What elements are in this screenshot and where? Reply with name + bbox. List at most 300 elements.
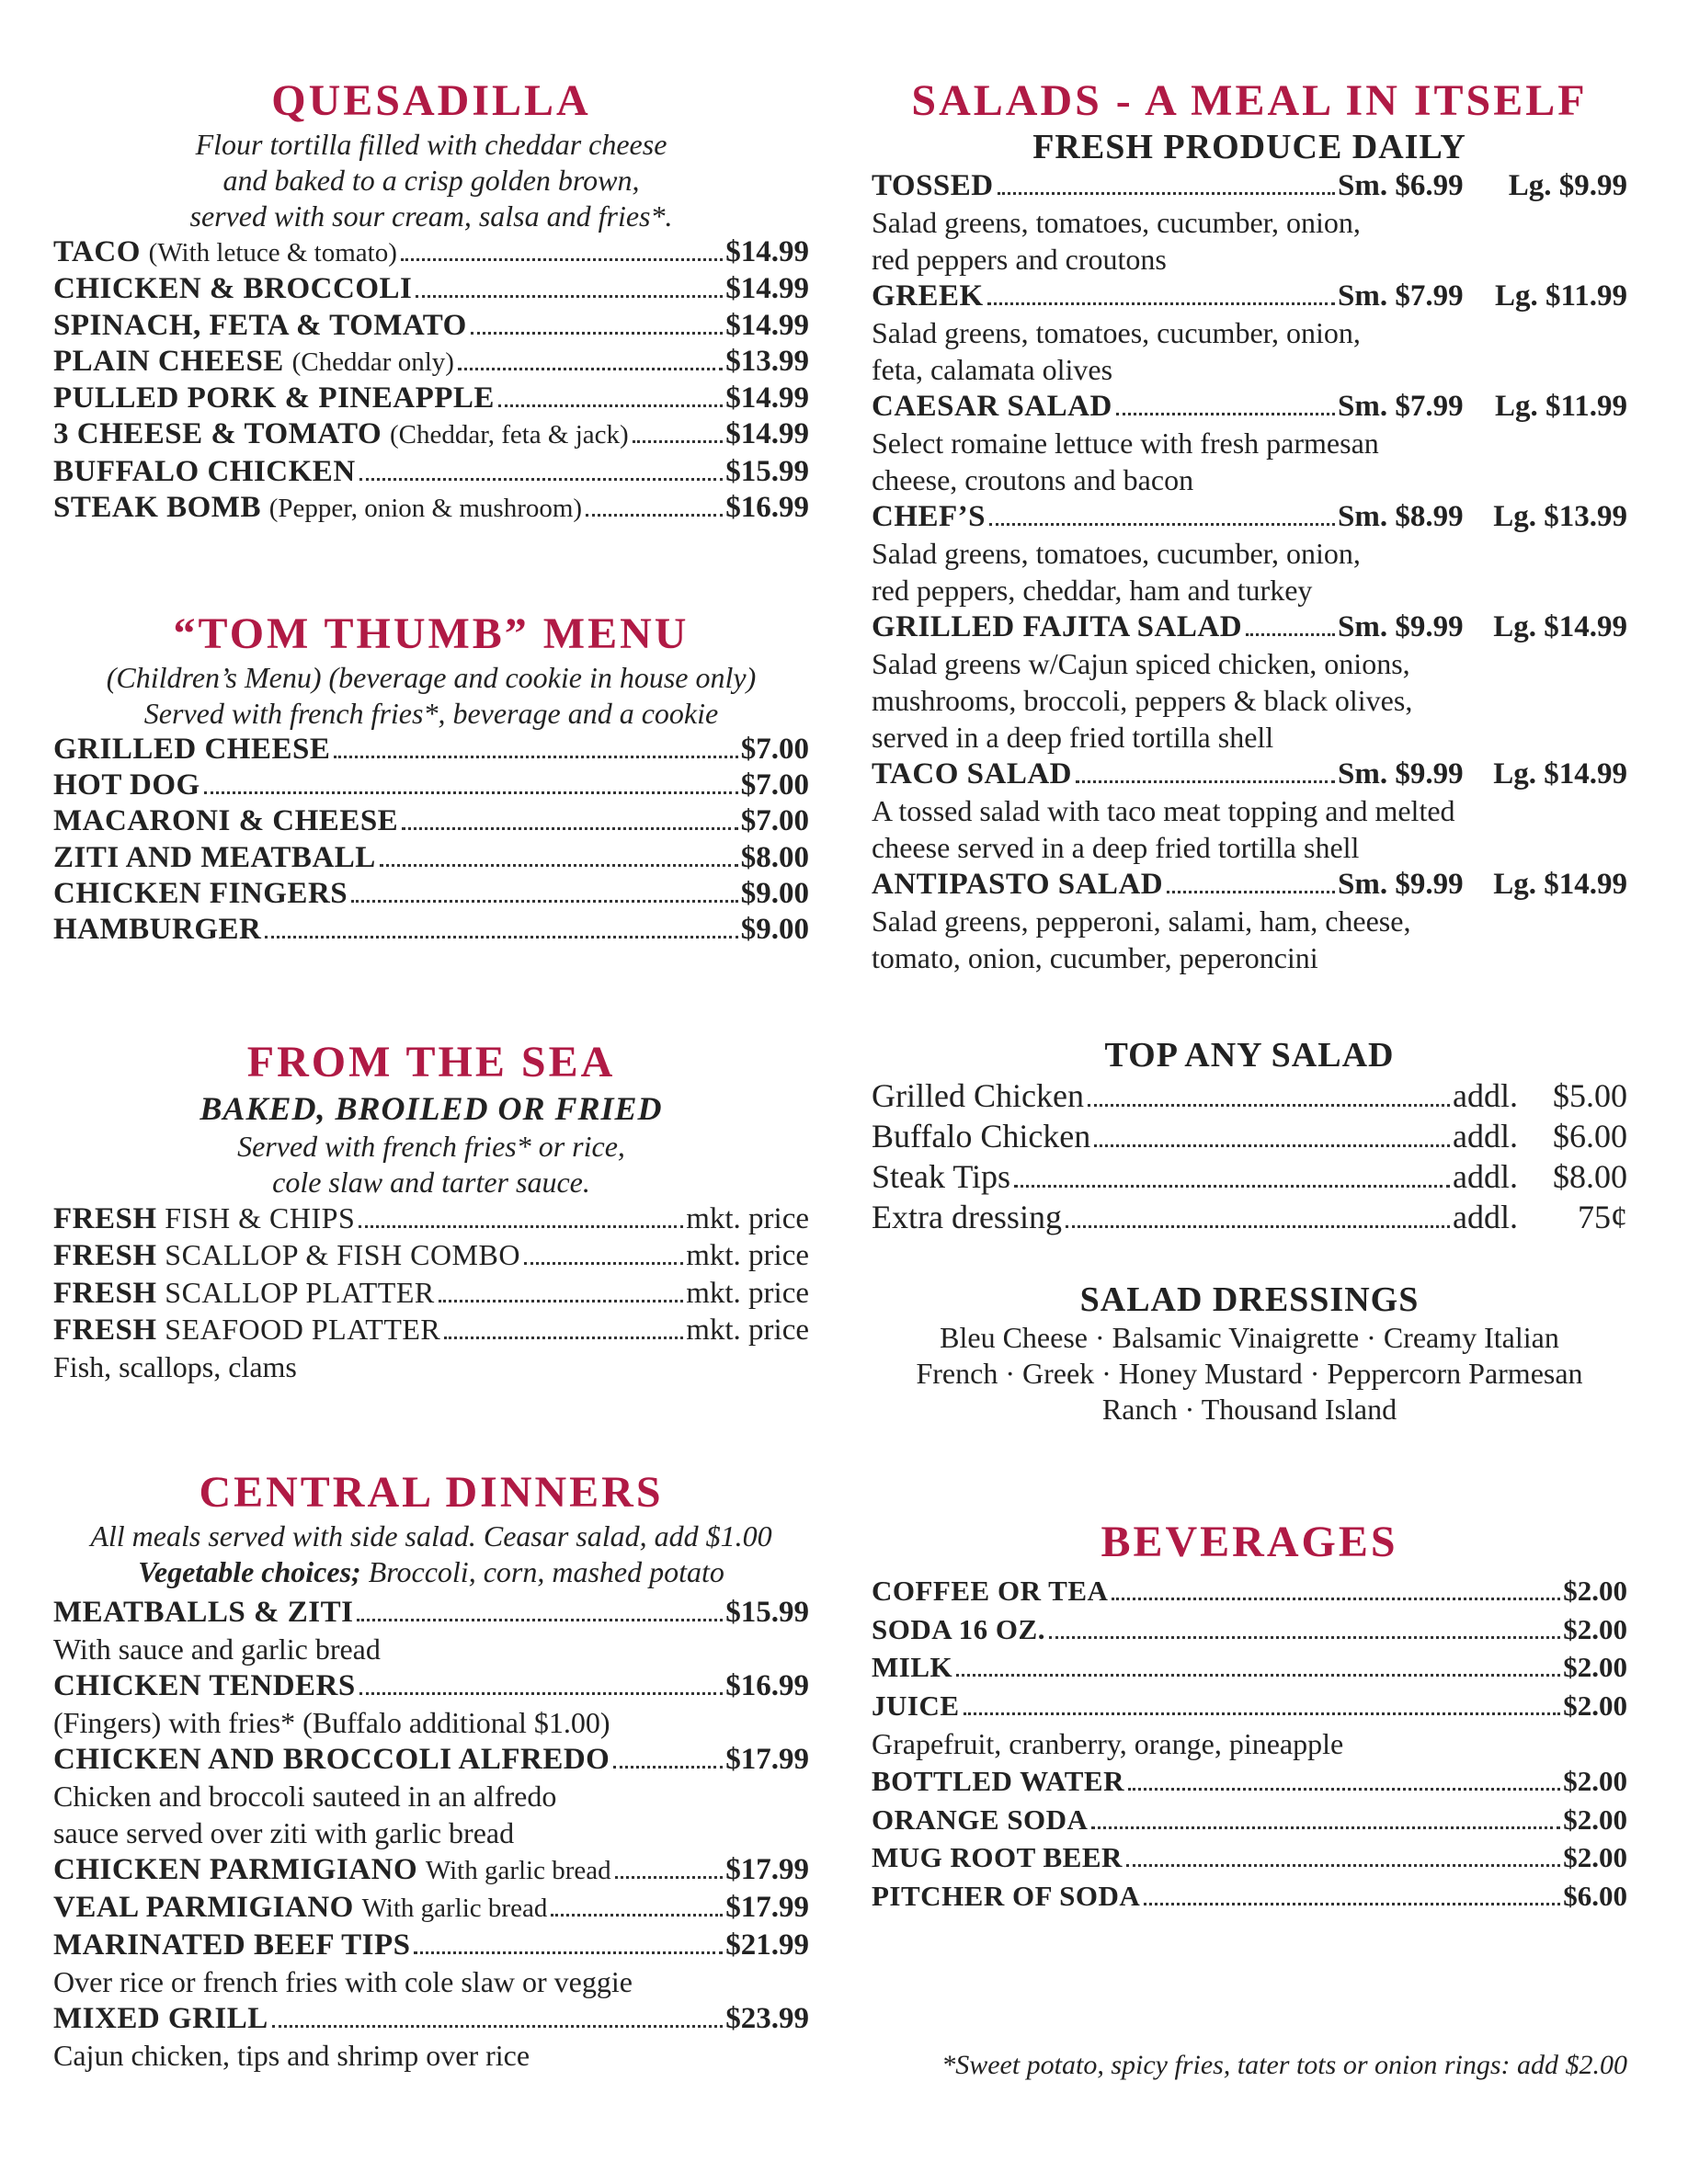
menu-item-list — [53, 234, 809, 527]
section-subtitle: FRESH PRODUCE DAILY — [1032, 128, 1466, 166]
dot-leader — [1167, 891, 1335, 893]
topping-item — [872, 1075, 1627, 1116]
tom-thumb-section — [53, 609, 809, 948]
item-description: feta, calamata olives — [872, 353, 1113, 386]
item-name — [53, 454, 356, 490]
large-price: Lg. $14.99 — [1493, 610, 1627, 643]
dressings-section — [872, 1280, 1627, 1428]
item-name — [53, 1851, 611, 1889]
item-price: $15.99 — [725, 1596, 809, 1629]
item-prefix: FRESH — [53, 1239, 157, 1273]
item-price: $2.00 — [1563, 1575, 1627, 1607]
topping-item — [872, 1156, 1627, 1197]
menu-item — [53, 271, 809, 307]
dot-leader — [1088, 1104, 1450, 1107]
item-name-text: PULLED PORK & PINEAPPLE — [53, 381, 495, 415]
item-price: $16.99 — [725, 491, 809, 525]
item-name: CHEF’S — [872, 500, 987, 533]
item-name — [53, 732, 330, 768]
salad-prices — [1338, 609, 1627, 645]
item-name — [53, 344, 454, 381]
salad-item — [872, 866, 1627, 903]
item-price: $8.00 — [740, 840, 809, 874]
item-name-text: CHICKEN PARMIGIANO — [53, 1853, 418, 1886]
menu-item — [53, 416, 809, 453]
item-price: $14.99 — [725, 381, 809, 415]
menu-item — [872, 1838, 1627, 1877]
item-name: GRILLED FAJITA SALAD — [872, 610, 1243, 643]
item-qualifier: (Cheddar, feta & jack) — [389, 420, 629, 450]
item-description: cheese, croutons and bacon — [872, 463, 1194, 496]
dot-leader — [444, 1337, 683, 1339]
section-note — [53, 1554, 809, 1590]
section-title: QUESADILLA — [271, 76, 591, 125]
salad-prices — [1338, 756, 1627, 792]
section-note: All meals served with side salad. Ceasar salad, add $1.00 — [90, 1519, 772, 1553]
item-name-text: HAMBURGER — [53, 913, 262, 947]
dot-leader — [1128, 1788, 1560, 1791]
item-name-text: MIXED GRILL — [53, 2002, 268, 2035]
item-name — [53, 1237, 520, 1274]
item-description: red peppers, cheddar, ham and turkey — [872, 574, 1313, 607]
item-description: Chicken and broccoli sauteed in an alfredo — [53, 1780, 557, 1813]
large-price: Lg. $14.99 — [1493, 757, 1627, 791]
dot-leader — [416, 295, 723, 298]
topping-item — [872, 1116, 1627, 1156]
topping-name: Grilled Chicken — [872, 1077, 1084, 1114]
small-price: Sm. $9.99 — [1338, 757, 1464, 791]
item-price: $14.99 — [725, 272, 809, 306]
menu-item — [872, 1610, 1627, 1649]
small-price: Sm. $6.99 — [1338, 169, 1464, 202]
item-name-text: PLAIN CHEESE — [53, 344, 284, 378]
section-title: TOP ANY SALAD — [1104, 1036, 1395, 1075]
dot-leader — [272, 2025, 723, 2028]
item-price: $17.99 — [725, 1853, 809, 1886]
large-price: Lg. $11.99 — [1495, 279, 1627, 313]
dot-leader — [357, 1619, 723, 1621]
section-note: and baked to a crisp golden brown, — [222, 164, 640, 197]
dot-leader — [1126, 1864, 1560, 1867]
menu-item — [53, 1237, 809, 1274]
dot-leader — [380, 864, 738, 867]
item-name-text: CHICKEN TENDERS — [53, 1669, 356, 1702]
item-name — [53, 1741, 610, 1778]
item-name — [872, 1877, 1140, 1916]
dot-leader — [989, 523, 1335, 526]
item-name-text: FISH & CHIPS — [165, 1201, 356, 1234]
item-name-text: CHICKEN AND BROCCOLI ALFREDO — [53, 1743, 610, 1776]
item-name — [872, 1648, 952, 1687]
item-name — [872, 1762, 1124, 1801]
item-prefix: FRESH — [53, 1276, 157, 1310]
section-note: cole slaw and tarter sauce. — [272, 1166, 590, 1199]
item-name — [53, 2000, 268, 2037]
salads-section — [872, 75, 1627, 976]
item-name — [53, 768, 200, 803]
topping-price-group — [1453, 1116, 1627, 1156]
item-description: red peppers and croutons — [872, 243, 1167, 276]
item-name — [53, 840, 376, 876]
addl-label: addl. — [1453, 1118, 1518, 1155]
menu-item — [872, 1572, 1627, 1610]
menu-item — [53, 1200, 809, 1237]
item-qualifier: With garlic bread — [425, 1856, 611, 1885]
salad-prices — [1338, 498, 1627, 535]
dot-leader — [439, 1300, 683, 1302]
item-name — [53, 876, 348, 912]
menu-item-list — [872, 1075, 1627, 1237]
item-qualifier: (Pepper, onion & mushroom) — [268, 494, 583, 524]
menu-item — [53, 768, 809, 803]
small-price: Sm. $8.99 — [1338, 500, 1464, 533]
dot-leader — [1066, 1225, 1450, 1228]
item-description: Salad greens, pepperoni, salami, ham, cheese, — [872, 904, 1411, 938]
dressing-line: Bleu Cheese · Balsamic Vinaigrette · Creamy Italian — [940, 1321, 1559, 1354]
item-description: tomato, onion, cucumber, peperoncini — [872, 941, 1318, 974]
item-description: Select romaine lettuce with fresh parmesan — [872, 427, 1379, 460]
menu-item — [53, 1667, 809, 1704]
sea-section — [53, 1037, 809, 1385]
dot-leader — [359, 478, 724, 481]
item-name — [53, 1667, 356, 1704]
item-name — [53, 416, 629, 453]
top-any-salad-section — [872, 1035, 1627, 1237]
menu-item — [53, 2000, 809, 2037]
item-price: $6.00 — [1563, 1879, 1627, 1912]
dot-leader — [1112, 1598, 1560, 1600]
salad-item — [872, 609, 1627, 645]
item-name-text: BOTTLED WATER — [872, 1764, 1124, 1797]
large-price: Lg. $13.99 — [1493, 500, 1627, 533]
fries-footnote: *Sweet potato, spicy fries, tater tots or onion rings: add $2.00 — [941, 2050, 1627, 2080]
item-price: $14.99 — [725, 235, 809, 268]
item-description: Fish, scallops, clams — [53, 1350, 297, 1384]
item-description: Salad greens w/Cajun spiced chicken, onions, — [872, 647, 1410, 680]
menu-item — [53, 803, 809, 839]
beverages-section — [872, 1517, 1627, 1916]
dot-leader — [1144, 1903, 1560, 1905]
dot-leader — [1246, 633, 1335, 636]
item-description: Salad greens, tomatoes, cucumber, onion, — [872, 537, 1361, 570]
item-name: ANTIPASTO SALAD — [872, 868, 1164, 901]
dot-leader — [633, 440, 724, 443]
dot-leader — [1014, 1185, 1450, 1188]
item-name-text: SCALLOP & FISH COMBO — [165, 1238, 520, 1272]
item-name-text: MUG ROOT BEER — [872, 1841, 1123, 1874]
item-price: $13.99 — [725, 344, 809, 378]
salad-item — [872, 756, 1627, 792]
item-description: With sauce and garlic bread — [53, 1632, 381, 1666]
item-name — [872, 1838, 1123, 1877]
item-price: $2.00 — [1563, 1841, 1627, 1874]
salad-item — [872, 167, 1627, 204]
menu-item — [53, 308, 809, 344]
menu-item-list — [53, 1594, 809, 2074]
item-price: $2.00 — [1563, 1803, 1627, 1836]
menu-item — [53, 840, 809, 876]
topping-price: $8.00 — [1553, 1158, 1627, 1195]
item-name-text: STEAK BOMB — [53, 491, 261, 525]
item-name: CAESAR SALAD — [872, 390, 1112, 423]
dot-leader — [265, 936, 737, 938]
menu-item — [53, 876, 809, 912]
item-name: TOSSED — [872, 169, 994, 202]
item-name-text: GRILLED CHEESE — [53, 733, 331, 766]
item-qualifier: (With letuce & tomato) — [148, 238, 397, 267]
item-name — [53, 1927, 410, 1963]
topping-price-group — [1453, 1156, 1627, 1197]
menu-item — [53, 1927, 809, 1963]
item-description: sauce served over ziti with garlic bread — [53, 1816, 515, 1849]
item-price: $16.99 — [725, 1669, 809, 1702]
item-name-text: MARINATED BEEF TIPS — [53, 1928, 411, 1962]
veg-text: Broccoli, corn, mashed potato — [360, 1555, 724, 1588]
dot-leader — [471, 332, 723, 335]
topping-name: Steak Tips — [872, 1158, 1011, 1195]
item-name-text: PITCHER OF SODA — [872, 1879, 1141, 1912]
section-note: Served with french fries* or rice, — [237, 1130, 625, 1163]
topping-price: 75¢ — [1578, 1199, 1627, 1235]
item-name-text: HOT DOG — [53, 768, 200, 802]
item-name-text: MACARONI & CHEESE — [53, 804, 399, 838]
item-description: served in a deep fried tortilla shell — [872, 721, 1274, 754]
dot-leader — [956, 1674, 1560, 1677]
menu-item — [53, 1312, 809, 1348]
dot-leader — [613, 1766, 723, 1769]
item-description: mushrooms, broccoli, peppers & black olives, — [872, 684, 1413, 717]
item-name-text: VEAL PARMIGIANO — [53, 1891, 354, 1924]
menu-item — [53, 454, 809, 490]
item-price: $9.00 — [740, 913, 809, 947]
menu-item — [53, 344, 809, 381]
dot-leader — [551, 1914, 723, 1917]
dot-leader — [586, 514, 723, 517]
dot-leader — [414, 1951, 723, 1954]
item-description: A tossed salad with taco meat topping and melted — [872, 794, 1455, 827]
small-price: Sm. $9.99 — [1338, 868, 1464, 901]
menu-item — [53, 1889, 809, 1927]
item-prefix: FRESH — [53, 1313, 157, 1347]
item-price: $2.00 — [1563, 1689, 1627, 1723]
menu-item — [872, 1687, 1627, 1725]
dot-leader — [998, 192, 1335, 195]
salad-prices — [1338, 866, 1627, 903]
section-title: SALAD DRESSINGS — [1079, 1280, 1420, 1319]
dot-leader — [1049, 1636, 1560, 1639]
menu-item — [53, 912, 809, 948]
item-price: $17.99 — [725, 1891, 809, 1924]
item-price: $17.99 — [725, 1743, 809, 1776]
topping-price-group — [1453, 1075, 1627, 1116]
item-description: Salad greens, tomatoes, cucumber, onion, — [872, 206, 1361, 239]
dot-leader — [359, 1692, 724, 1695]
item-name-text: COFFEE OR TEA — [872, 1575, 1109, 1607]
item-price: $7.00 — [740, 733, 809, 766]
item-price: mkt. price — [686, 1239, 809, 1273]
item-price: mkt. price — [686, 1276, 809, 1310]
menu-item — [53, 1741, 809, 1778]
item-name — [53, 308, 467, 344]
item-description: Cajun chicken, tips and shrimp over rice — [53, 2039, 530, 2072]
item-price: $2.00 — [1563, 1764, 1627, 1797]
item-name — [53, 490, 582, 527]
item-name: GREEK — [872, 279, 984, 313]
item-name — [872, 1610, 1045, 1649]
menu-item — [53, 1275, 809, 1312]
veg-label: Vegetable choices; — [138, 1555, 361, 1588]
topping-name: Extra dressing — [872, 1199, 1062, 1235]
dot-leader — [458, 368, 723, 370]
dot-leader — [334, 756, 737, 758]
menu-item — [53, 490, 809, 527]
section-subtitle: BAKED, BROILED OR FRIED — [200, 1090, 663, 1127]
item-price: $7.00 — [740, 768, 809, 802]
section-title: “TOM THUMB” MENU — [173, 609, 690, 658]
menu-item — [872, 1877, 1627, 1916]
item-price: $7.00 — [740, 804, 809, 838]
menu-item — [872, 1648, 1627, 1687]
dinners-section — [53, 1467, 809, 2074]
item-name-text: TACO — [53, 235, 141, 268]
addl-label: addl. — [1453, 1199, 1518, 1235]
small-price: Sm. $7.99 — [1338, 279, 1464, 313]
item-name-text: MILK — [872, 1651, 953, 1684]
dot-leader — [524, 1262, 683, 1265]
item-name: TACO SALAD — [872, 757, 1073, 791]
item-description: Grapefruit, cranberry, orange, pineapple — [872, 1726, 1344, 1760]
item-description: Salad greens, tomatoes, cucumber, onion, — [872, 316, 1361, 349]
item-name-text: ORANGE SODA — [872, 1803, 1089, 1836]
salad-prices — [1338, 388, 1627, 425]
item-price: mkt. price — [686, 1313, 809, 1347]
item-price: $21.99 — [725, 1928, 809, 1962]
menu-item — [53, 732, 809, 768]
item-description: cheese served in a deep fried tortilla shell — [872, 831, 1360, 864]
item-name-text: JUICE — [872, 1689, 960, 1723]
item-name-text: SODA 16 OZ. — [872, 1612, 1045, 1645]
dot-leader — [615, 1876, 724, 1879]
item-name — [53, 803, 398, 839]
section-title: BEVERAGES — [1101, 1518, 1398, 1566]
salad-prices — [1338, 167, 1627, 204]
item-name-text: CHICKEN & BROCCOLI — [53, 272, 413, 306]
small-price: Sm. $9.99 — [1338, 610, 1464, 643]
dot-leader — [498, 404, 723, 407]
menu-item — [872, 1801, 1627, 1839]
dot-leader — [402, 827, 738, 830]
large-price: Lg. $11.99 — [1495, 390, 1627, 423]
topping-price: $5.00 — [1553, 1077, 1627, 1114]
menu-item-list — [53, 732, 809, 948]
item-name-text: MEATBALLS & ZITI — [53, 1596, 354, 1629]
topping-name: Buffalo Chicken — [872, 1118, 1091, 1155]
addl-label: addl. — [1453, 1158, 1518, 1195]
item-price: mkt. price — [686, 1202, 809, 1235]
item-price: $2.00 — [1563, 1612, 1627, 1645]
item-name — [53, 271, 412, 307]
menu-item — [53, 381, 809, 416]
item-name-text: SCALLOP PLATTER — [165, 1275, 435, 1309]
item-name — [53, 1594, 353, 1631]
item-price: $15.99 — [725, 454, 809, 488]
item-price: $14.99 — [725, 417, 809, 451]
dot-leader — [987, 302, 1335, 305]
item-name-text: SEAFOOD PLATTER — [165, 1312, 441, 1346]
item-description: Over rice or french fries with cole slaw or veggie — [53, 1965, 633, 1998]
item-name — [53, 1200, 355, 1237]
item-price: $2.00 — [1563, 1651, 1627, 1684]
item-name — [872, 1572, 1108, 1610]
large-price: Lg. $14.99 — [1493, 868, 1627, 901]
item-name — [872, 1687, 960, 1725]
item-name — [53, 234, 397, 271]
dressing-line: Ranch · Thousand Island — [1101, 1393, 1397, 1426]
item-name — [53, 1275, 435, 1312]
salad-prices — [1338, 278, 1627, 314]
menu-item-list — [53, 1200, 809, 1348]
item-name-text: ZITI AND MEATBALL — [53, 840, 376, 874]
section-title: FROM THE SEA — [246, 1038, 616, 1086]
item-prefix: FRESH — [53, 1202, 157, 1235]
item-name-text: CHICKEN FINGERS — [53, 876, 348, 910]
item-description: (Fingers) with fries* (Buffalo additional $1.00) — [53, 1706, 610, 1739]
section-note: Flour tortilla filled with cheddar cheese — [195, 128, 667, 161]
topping-price: $6.00 — [1553, 1118, 1627, 1155]
quesadilla-section — [53, 75, 809, 527]
item-name — [872, 1801, 1088, 1839]
dot-leader — [401, 258, 723, 261]
menu-item-list — [872, 167, 1627, 976]
section-note: Served with french fries*, beverage and a cookie — [143, 697, 719, 730]
dot-leader — [204, 791, 738, 794]
dot-leader — [359, 1225, 683, 1228]
topping-price-group — [1453, 1197, 1627, 1237]
item-qualifier: (Cheddar only) — [291, 347, 454, 377]
dot-leader — [1094, 1144, 1450, 1147]
item-name-text: SPINACH, FETA & TOMATO — [53, 308, 467, 342]
menu-item — [53, 1594, 809, 1631]
salad-item — [872, 498, 1627, 535]
item-name-text: BUFFALO CHICKEN — [53, 454, 356, 488]
item-name-text: 3 CHEESE & TOMATO — [53, 417, 382, 451]
addl-label: addl. — [1453, 1077, 1518, 1114]
dot-leader — [964, 1712, 1561, 1715]
dot-leader — [351, 900, 738, 903]
menu-item — [53, 234, 809, 271]
topping-item — [872, 1197, 1627, 1237]
item-price: $23.99 — [725, 2002, 809, 2035]
section-title: CENTRAL DINNERS — [199, 1468, 664, 1517]
menu-item — [53, 1851, 809, 1889]
section-title: SALADS - A MEAL IN ITSELF — [911, 76, 1588, 125]
dot-leader — [1116, 413, 1335, 415]
small-price: Sm. $7.99 — [1338, 390, 1464, 423]
item-name — [53, 381, 495, 416]
menu-item — [872, 1762, 1627, 1801]
item-qualifier: With garlic bread — [361, 1894, 548, 1923]
salad-item — [872, 278, 1627, 314]
item-price: $9.00 — [740, 876, 809, 910]
section-note: (Children’s Menu) (beverage and cookie in house only) — [106, 661, 757, 694]
section-note: served with sour cream, salsa and fries*. — [189, 199, 673, 233]
item-price: $14.99 — [725, 308, 809, 342]
dot-leader — [1091, 1826, 1560, 1829]
dressing-line: French · Greek · Honey Mustard · Peppercorn Parmesan — [916, 1357, 1583, 1390]
large-price: Lg. $9.99 — [1508, 169, 1627, 202]
item-name — [53, 1889, 547, 1927]
item-name — [53, 1312, 440, 1348]
